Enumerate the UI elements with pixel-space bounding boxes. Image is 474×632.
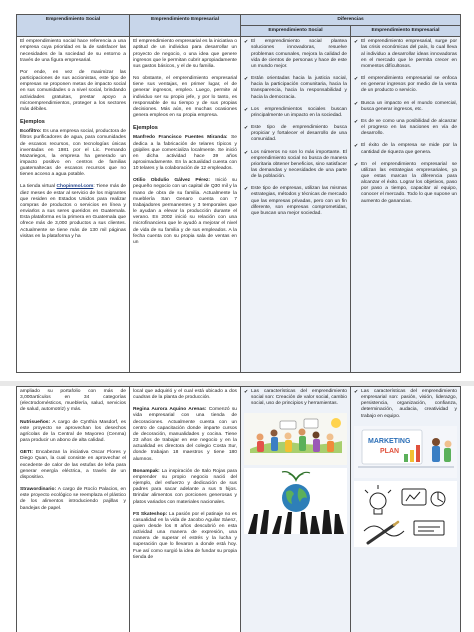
community-people-illustration (244, 413, 347, 465)
header-diferencias: Diferencias (241, 15, 461, 26)
examples-heading: Ejemplos (20, 119, 45, 126)
checkmark-icon: ✔ (354, 161, 359, 168)
diff-bullet: ✔ El emprendimiento social plantea soluciones innovadoras, resuelve problemas comunales, mejora la calidad de vida de cientos de personas y hace de este un mundo mejor. (244, 39, 347, 69)
checkmark-icon: ✔ (244, 389, 249, 395)
header-diff-social: Emprendimiento Social (241, 26, 351, 37)
checkmark-icon: ✔ (244, 149, 249, 156)
paragraph: El emprendimiento social hace referencia a una empresa cuya prioridad es la de satisfacer las necesidades de la sociedad de su entorno a través de una figura empresarial. (20, 39, 126, 63)
checkmark-icon: ✔ (354, 76, 359, 83)
example-item: Manfredo Francisco Fuentes Miranda: Se dedica a la fabricación de telares típicos y güipiles que comercializa localmente. Se inició en dicha actividad hace 39 años aproximadamente. En la actualidad cuenta con 10 telares y la colaboración de 12 empleados. (133, 135, 238, 172)
marketing-plan-illustration (354, 426, 457, 478)
example-item: GETI: Encabezan la iniciativa Oscar Flores y Diego Quan, la cual consiste en aprovechar el excedente de calor de las estufas de leña para generar energía eléctrica, a través de un dispositivo. (20, 450, 126, 480)
paragraph: Por ende, en vez de maximizar las participaciones de sus accionistas, este tipo de empresas se proponen metas de impacto social en sus comunidades o a nivel social, brindando actividades gratuitas, prestar apoyo a microemprendimientos, proteger a los sectores más débiles. (20, 69, 126, 112)
paragraph: No obstante, el emprendimiento empresarial tiene sus ventajas, en primer lugar, el de generar ingresos, empleo. Luego, permite al individuo ser su propio jefe, y por lo tanto, es responsable de su tiempo y de sus propias decisiones. Más aún, en muchas ocasiones genera empleos en su propia empresa. (133, 76, 237, 119)
diff-bullet: ✔ Los emprendimientos sociales buscan principalmente un impacto en la sociedad. (244, 106, 347, 118)
diff-bullet: ✔ El emprendimiento empresarial, surge por las crisis económicas del país, lo cual lleva al individuo a desarrollar ideas innovadoras en el mercado que le permita crecer en momentos difícultosos. (354, 39, 457, 69)
globe-hands-illustration (244, 468, 347, 534)
diff-bullet: ✔ Busca un impacto en el mundo comercial, busca generar ingresos, etc. (354, 100, 457, 112)
diff-bullet: ✔ El éxito de la empresa se mide por la cantidad de riqueza que genera. (354, 143, 457, 155)
empresarial-column-continued (130, 387, 241, 632)
checkmark-icon: ✔ (244, 76, 249, 83)
comparison-table-top (16, 14, 461, 373)
checkmark-icon: ✔ (354, 143, 359, 150)
example-item: Regina Aurora Aquino Arenas: Comenzó su vida empresarial con una tienda de decoraciones. Actualmente cuenta con un centro de capacitación donde imparte cursos de decoración, manualidades y cocina. Tiene 23 años de trabajar en ese negocio y en la actualidad es directora del colegio Costa Sur, donde trabajan 18 maestros y tiene 180 alumnos. (133, 407, 237, 462)
diff-bullet: ✔ El emprendimiento empresarial se enfoca en generar ingresos por medio de la venta de un producto o servicio. (354, 76, 457, 94)
chopinmol-link[interactable]: Chopinmol.com (56, 184, 94, 190)
header-diff-empresarial: Emprendimiento Empresarial (351, 26, 461, 37)
example-item: Strawordinario: A cargo de Rocío Palacios, en este proyecto ecológico se reemplaza el plástico de los alimentos introduciendo pajillas y bandejas de papel. (20, 487, 126, 511)
document-page-2 (0, 386, 474, 632)
social-column-continued (17, 387, 130, 632)
plan-text: PLAN (380, 447, 400, 455)
social-column (17, 37, 130, 373)
diff-empresarial-column-continued (351, 387, 461, 632)
checkmark-icon: ✔ (354, 389, 359, 395)
diff-social-column (241, 37, 351, 373)
example-item: Ecofiltro: Es una empresa social, productora de filtros purificadores de agua, para comunidades de escasos recursos, con tecnologías únicas inventadas en 1981 por el Lic. Fernando Mazariegos, la empresa ha generado un impacto positivo en centros de familias guatemaltecas de escasos recursos que no tienen acceso a agua potable. (20, 129, 126, 178)
diff-bullet: ✔ Es de ve como una posibilidad de alcanzar el progreso en las naciones en vía de desarrollo. (354, 118, 457, 137)
diff-bullet: ✔ En el emprendimiento empresarial se utilizan las estrategias empresariales, ya que estas marcan la diferencia para alcanzar el éxito. Lograr los objetivos, paso por paso a tiempo, capacitar al equipo, conocer el mercado. Todo lo que supone un aumento de ganancias. (354, 161, 457, 204)
paragraph: El emprendimiento empresarial es la iniciativa o aptitud de un individuo para desarrollar un proyecto de negocio, o una idea que genere ingresos que le permitan cubrir apropiadamente sus gastos básicos, y el de su familia. (133, 39, 237, 69)
diff-bullet: ✔ Están orientadas hacia la justicia social, hacia la participación comunitaria, hacia la transparencia, hacia la responsabilidad y hacia la democracia. (244, 76, 347, 100)
checkmark-icon: ✔ (244, 125, 249, 132)
diff-bullet: ✔ Los números no son lo más importante. El emprendimiento social no busca de manera prioritaria obtener beneficios, sino satisfacer las demandas y necesidades de una parte de la población. (244, 149, 347, 180)
example-item: FS Skateshop: La pasión por el patinaje no es casualidad en la vida de Jacobo Aguilar Sáenz, quien desde los 8 años descubrió en esta actividad una manera de expresión, una manera de superar el estrés y la lucha y superación que lo llevaron a donde está hoy. Fue así como surgió la idea de fundar su propia tienda de (133, 511, 237, 560)
example-item: Nutrisueños: A cargo de Cynthia Masdorf, es este proyecto se aprovechan los desechos agrícolas de la Central de Mayoreo (Cenma) para producir un abono de alta calidad. (20, 419, 126, 444)
diff-bullet: ✔ Este tipo de emprendimiento busca propiciar y fortalecer el desarrollo de una comunidad. (244, 125, 347, 143)
header-emprendimiento-empresarial: Emprendimiento Empresarial (130, 15, 241, 37)
diff-bullet: ✔ Las características del emprendimiento empresarial son: pasión, visión, liderazgo, persistencia, organización, confianza, determinación, audacia, creatividad y trabajo en equipo. (354, 389, 457, 419)
header-emprendimiento-social: Emprendimiento Social (17, 15, 130, 37)
marketing-text: MARKETING (368, 437, 411, 445)
diff-bullet: ✔ Este tipo de empresas, utilizan las mismas estrategias, métodos y técnicas de mercado que las empresas privadas, pero con un fin diferente, son empresas comprometidas, que buscan una mejor sociedad. (244, 186, 347, 216)
diff-bullet: ✔ Las características del emprendimiento social son: Creación de valor social, cambio social, uso de principios y herramientas. (244, 389, 347, 407)
example-item: Bonampak: La inspiración de Italo Rojas para emprender su propio negocio nació del ejemplo, del esfuerzo y dedicación de sus padres para sacar adelante a sus 5 hijos. Brindar alimentos con porciones generosas y platos variados con materiales nacionales. (133, 468, 237, 505)
ideas-sketch-illustration (354, 481, 457, 547)
checkmark-icon: ✔ (244, 39, 249, 46)
example-item: Otilio Obdulio Gálvez Pérez: Inició su pequeño negocio con un capital de Q30 mil y la mano de obra de su familia. Actualmente la mueblería San Genaro cuenta con 7 trabajadores permanentes y 3 temporales que le ayudan a elevar la producción durante el verano. En 2002 inició su relación con una microfinanciera que le ayudó a mejorar el nivel de vida de su familia y de sus empleados. A la fecha cuenta con su propia sala de ventas en un (133, 178, 237, 245)
checkmark-icon: ✔ (354, 39, 359, 46)
checkmark-icon: ✔ (244, 186, 249, 193)
checkmark-icon: ✔ (244, 106, 249, 113)
paragraph: local que adquirió y el cual está ubicado a dos cuadras de la planta de producción. (133, 389, 237, 401)
diff-empresarial-column (351, 37, 461, 373)
comparison-table-bottom (16, 386, 461, 632)
examples-heading: Ejemplos (133, 125, 158, 132)
checkmark-icon: ✔ (354, 100, 359, 107)
paragraph: ampliado su portafolio con más de 3,000artículos en 34 categorías (electrodomésticos, mueblería, salud, servicios de salud, automotriz) y más. (20, 389, 126, 413)
example-item: La tienda virtual Chopinmol.com: Tiene más de diez meses de estar al servicio de los migrantes que residen en Estados Unidos para realizar compras de productos o servicios en línea y enviarlos a sus seres queridos en Guatemala. Esta plataforma es la primera en Guatemala que ofrece más de 3,000 productos a sus clientes. Actualmente se tiene más de 130 mil páginas visitas en la plataforma y ha (20, 184, 127, 239)
diff-social-column-continued (241, 387, 351, 632)
checkmark-icon: ✔ (354, 118, 359, 125)
empresarial-column (130, 37, 241, 373)
